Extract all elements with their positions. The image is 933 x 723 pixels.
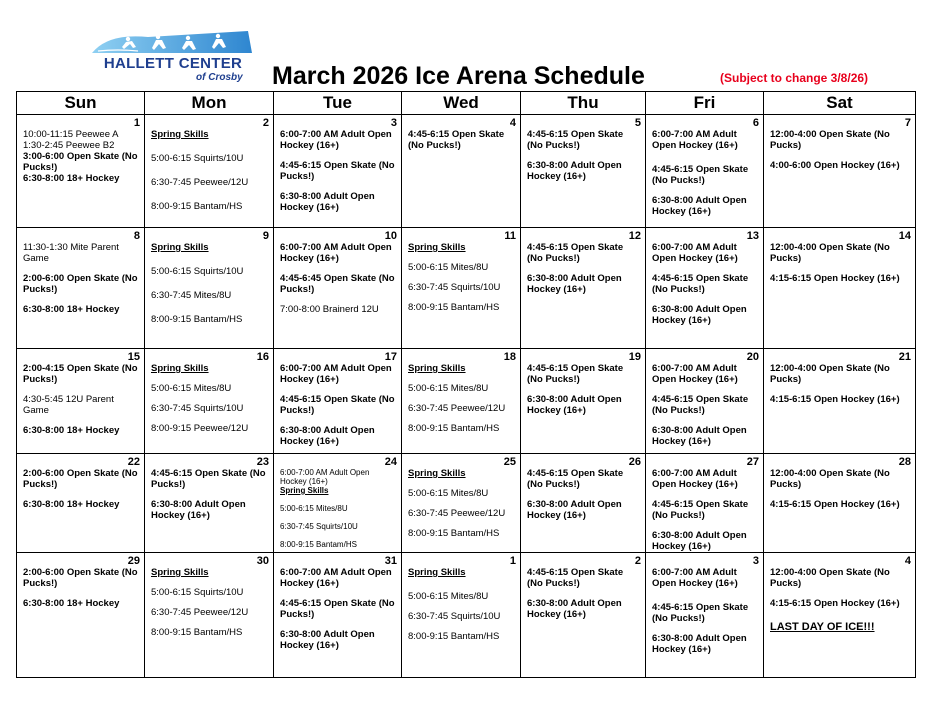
day-cell: [646, 454, 764, 553]
schedule-event: 4:45-6:15 Open Skate (No Pucks!): [527, 468, 624, 490]
day-cell: [17, 115, 145, 228]
day-cell: [402, 454, 521, 553]
day-number: 26: [628, 456, 641, 468]
schedule-event: 6:30-7:45 Squirts/10U: [280, 522, 358, 531]
day-cell: [145, 553, 274, 678]
schedule-event: 4:45-6:15 Open Skate (No Pucks!): [280, 598, 395, 620]
schedule-event: 6:30-7:45 Peewee/12U: [151, 607, 249, 618]
schedule-event: 3:00-6:00 Open Skate (No Pucks!): [23, 151, 138, 173]
day-number: 1: [133, 117, 140, 129]
schedule-event: 4:45-6:15 Open Skate (No Pucks!): [527, 363, 624, 385]
schedule-event: 5:00-6:15 Mites/8U: [151, 383, 232, 394]
weekday-header-mon: Mon: [145, 92, 274, 115]
calendar-table: [16, 91, 916, 678]
schedule-event: 4:15-6:15 Open Hockey (16+): [770, 394, 900, 405]
day-cell: [274, 349, 402, 454]
page-title: March 2026 Ice Arena Schedule: [272, 62, 645, 90]
schedule-event: 8:00-9:15 Peewee/12U: [151, 423, 249, 434]
day-cell: [145, 349, 274, 454]
day-number: 1: [509, 555, 516, 567]
day-cell: [402, 553, 521, 678]
schedule-event: 5:00-6:15 Mites/8U: [408, 262, 489, 273]
schedule-event: 6:30-7:45 Squirts/10U: [408, 611, 501, 622]
schedule-event: 4:45-6:15 Open Skate (No Pucks!): [652, 499, 749, 521]
schedule-event: 5:00-6:15 Squirts/10U: [151, 266, 244, 277]
day-number: 13: [746, 230, 759, 242]
day-cell: [17, 349, 145, 454]
schedule-event: 8:00-9:15 Bantam/HS: [151, 314, 243, 325]
day-number: 30: [256, 555, 269, 567]
schedule-event: 6:00-7:00 AM Adult Open Hockey (16+): [652, 242, 738, 264]
week-row: [17, 115, 916, 228]
day-number: 10: [384, 230, 397, 242]
schedule-event: 8:00-9:15 Bantam/HS: [408, 528, 500, 539]
schedule-event: 4:45-6:15 Open Skate (No Pucks!): [652, 273, 749, 295]
schedule-event: 6:30-8:00 18+ Hockey: [23, 304, 120, 315]
schedule-event: Spring Skills: [408, 468, 466, 479]
day-number: 17: [384, 351, 397, 363]
schedule-event: 6:30-8:00 Adult Open Hockey (16+): [280, 191, 375, 213]
schedule-event: 2:00-6:00 Open Skate (No Pucks!): [23, 273, 138, 295]
schedule-event: 4:45-6:15 Open Skate (No Pucks!): [280, 394, 395, 416]
schedule-event: 12:00-4:00 Open Skate (No Pucks): [770, 363, 890, 385]
day-number: 14: [898, 230, 911, 242]
schedule-event: 5:00-6:15 Mites/8U: [408, 591, 489, 602]
schedule-event: 6:30-8:00 Adult Open Hockey (16+): [652, 304, 747, 326]
schedule-event: 6:30-8:00 18+ Hockey: [23, 173, 120, 184]
day-cell: [646, 228, 764, 349]
schedule-event: 6:30-8:00 Adult Open Hockey (16+): [280, 425, 375, 447]
day-cell: [145, 228, 274, 349]
schedule-event: 4:45-6:15 Open Skate (No Pucks!): [527, 567, 624, 589]
day-cell: [17, 553, 145, 678]
logo-subtitle: of Crosby: [196, 72, 243, 83]
schedule-event: 6:30-8:00 Adult Open Hockey (16+): [527, 273, 622, 295]
weekday-header-wed: Wed: [402, 92, 521, 115]
schedule-event: 5:00-6:15 Mites/8U: [280, 504, 348, 513]
day-number: 29: [127, 555, 140, 567]
schedule-event: 4:15-6:15 Open Hockey (16+): [770, 273, 900, 284]
schedule-event: 6:00-7:00 AM Adult Open Hockey (16+): [280, 363, 392, 385]
day-number: 18: [503, 351, 516, 363]
day-cell: [521, 228, 646, 349]
day-number: 31: [384, 555, 397, 567]
day-number: 12: [628, 230, 641, 242]
schedule-event: 6:30-8:00 Adult Open Hockey (16+): [280, 629, 375, 651]
day-cell: [402, 115, 521, 228]
day-number: 25: [503, 456, 516, 468]
day-number: 19: [628, 351, 641, 363]
schedule-event: 5:00-6:15 Squirts/10U: [151, 153, 244, 164]
schedule-event: 4:15-6:15 Open Hockey (16+): [770, 598, 900, 609]
day-cell: [17, 228, 145, 349]
schedule-event: 6:30-7:45 Peewee/12U: [408, 508, 506, 519]
schedule-event: 6:30-7:45 Peewee/12U: [408, 403, 506, 414]
day-number: 6: [752, 117, 759, 129]
schedule-event: 6:30-7:45 Squirts/10U: [408, 282, 501, 293]
week-row: [17, 349, 916, 454]
day-cell: [274, 115, 402, 228]
schedule-event: 6:00-7:00 AM Adult Open Hockey (16+): [652, 468, 738, 490]
day-number: 9: [262, 230, 269, 242]
schedule-event: 1:30-2:45 Peewee B2: [23, 140, 115, 151]
schedule-event: 6:30-8:00 Adult Open Hockey (16+): [652, 530, 747, 552]
schedule-event: 8:00-9:15 Bantam/HS: [408, 631, 500, 642]
schedule-event: 8:00-9:15 Bantam/HS: [408, 302, 500, 313]
schedule-event: 4:45-6:15 Open Skate (No Pucks!): [652, 164, 749, 186]
schedule-event: Spring Skills: [408, 363, 466, 374]
schedule-event: Spring Skills: [151, 242, 209, 253]
schedule-event: 4:30-5:45 12U Parent Game: [23, 394, 114, 416]
schedule-event: 4:45-6:45 Open Skate (No Pucks!): [280, 273, 395, 295]
schedule-event: 5:00-6:15 Mites/8U: [408, 383, 489, 394]
schedule-event: 6:00-7:00 AM Adult Open Hockey (16+): [280, 129, 392, 151]
day-cell: [646, 115, 764, 228]
schedule-event: 8:00-9:15 Bantam/HS: [408, 423, 500, 434]
schedule-event: Spring Skills: [408, 567, 466, 578]
week-row: [17, 553, 916, 678]
schedule-event: Spring Skills: [151, 567, 209, 578]
schedule-event: 2:00-6:00 Open Skate (No Pucks!): [23, 468, 138, 490]
day-cell: [521, 115, 646, 228]
schedule-event: 11:30-1:30 Mite Parent Game: [23, 242, 119, 264]
day-number: 3: [752, 555, 759, 567]
weekday-header-thu: Thu: [521, 92, 646, 115]
schedule-event: 4:45-6:15 Open Skate (No Pucks!): [151, 468, 266, 490]
week-row: [17, 228, 916, 349]
day-cell: [764, 454, 916, 553]
day-number: 4: [509, 117, 516, 129]
schedule-event: 7:00-8:00 Brainerd 12U: [280, 304, 379, 315]
subject-to-change-note: (Subject to change 3/8/26): [720, 71, 869, 85]
day-cell: [521, 454, 646, 553]
schedule-event: 4:15-6:15 Open Hockey (16+): [770, 499, 900, 510]
day-number: 16: [256, 351, 269, 363]
schedule-event: 2:00-4:15 Open Skate (No Pucks!): [23, 363, 138, 385]
day-cell: [646, 349, 764, 454]
schedule-event: 10:00-11:15 Peewee A: [23, 129, 119, 140]
day-cell: [145, 115, 274, 228]
day-number: 7: [904, 117, 911, 129]
day-number: 4: [904, 555, 911, 567]
day-number: 5: [634, 117, 641, 129]
day-number: 20: [746, 351, 759, 363]
schedule-event: 4:45-6:15 Open Skate (No Pucks!): [652, 394, 749, 416]
logo-name: HALLETT CENTER: [103, 55, 243, 72]
schedule-event: Spring Skills: [280, 486, 329, 495]
schedule-event: Spring Skills: [151, 363, 209, 374]
week-row: [17, 454, 916, 553]
schedule-event: 6:30-8:00 Adult Open Hockey (16+): [527, 598, 622, 620]
schedule-event: 4:45-6:15 Open Skate (No Pucks!): [280, 160, 395, 182]
schedule-event: 12:00-4:00 Open Skate (No Pucks): [770, 242, 890, 264]
schedule-event: 6:00-7:00 AM Adult Open Hockey (16+): [280, 242, 392, 264]
schedule-event: 4:00-6:00 Open Hockey (16+): [770, 160, 900, 171]
schedule-event: 6:00-7:00 AM Adult Open Hockey (16+): [652, 363, 738, 385]
schedule-event: 6:00-7:00 AM Adult Open Hockey (16+): [652, 567, 738, 589]
schedule-event: 8:00-9:15 Bantam/HS: [151, 627, 243, 638]
day-cell: [402, 228, 521, 349]
schedule-event: 6:30-8:00 Adult Open Hockey (16+): [527, 160, 622, 182]
day-number: 21: [898, 351, 911, 363]
schedule-event: 5:00-6:15 Squirts/10U: [151, 587, 244, 598]
schedule-event: 6:30-8:00 18+ Hockey: [23, 499, 120, 510]
logo-athletes-icon: [88, 29, 258, 57]
weekday-header-fri: Fri: [646, 92, 764, 115]
day-number: 15: [127, 351, 140, 363]
weekday-header-sat: Sat: [764, 92, 916, 115]
schedule-event: 6:00-7:00 AM Adult Open Hockey (16+): [280, 567, 392, 589]
day-number: 22: [127, 456, 140, 468]
day-number: 2: [262, 117, 269, 129]
schedule-event: 5:00-6:15 Mites/8U: [408, 488, 489, 499]
schedule-event: 12:00-4:00 Open Skate (No Pucks): [770, 468, 890, 490]
day-cell: [521, 349, 646, 454]
schedule-event: 6:30-8:00 Adult Open Hockey (16+): [151, 499, 246, 521]
day-number: 2: [634, 555, 641, 567]
day-cell: [274, 228, 402, 349]
hallett-center-logo: [88, 29, 258, 85]
day-number: 8: [133, 230, 140, 242]
weekday-header-sun: Sun: [17, 92, 145, 115]
day-cell: [764, 115, 916, 228]
schedule-event: 4:45-6:15 Open Skate (No Pucks!): [652, 602, 749, 624]
schedule-event: 6:30-8:00 Adult Open Hockey (16+): [652, 195, 747, 217]
day-cell: [764, 228, 916, 349]
day-number: 28: [898, 456, 911, 468]
day-number: 11: [504, 230, 516, 242]
schedule-event: Spring Skills: [408, 242, 466, 253]
weekday-header-tue: Tue: [274, 92, 402, 115]
day-cell: [17, 454, 145, 553]
schedule-event: 6:30-7:45 Peewee/12U: [151, 177, 249, 188]
day-cell: [764, 349, 916, 454]
schedule-event: 6:30-7:45 Squirts/10U: [151, 403, 244, 414]
day-cell: [145, 454, 274, 553]
day-number: 3: [390, 117, 397, 129]
schedule-event: LAST DAY OF ICE!!!: [770, 621, 875, 633]
schedule-event: 6:30-8:00 18+ Hockey: [23, 425, 120, 436]
schedule-event: 4:45-6:15 Open Skate (No Pucks!): [527, 129, 624, 151]
schedule-event: 6:00-7:00 AM Adult Open Hockey (16+): [280, 468, 370, 486]
day-cell: [646, 553, 764, 678]
weekday-header-row: [17, 92, 916, 115]
day-cell: [521, 553, 646, 678]
schedule-event: 6:30-8:00 Adult Open Hockey (16+): [527, 499, 622, 521]
schedule-event: 2:00-6:00 Open Skate (No Pucks!): [23, 567, 138, 589]
schedule-event: 6:30-8:00 Adult Open Hockey (16+): [527, 394, 622, 416]
schedule-event: 6:30-8:00 18+ Hockey: [23, 598, 120, 609]
day-number: 24: [384, 456, 397, 468]
day-cell: [764, 553, 916, 678]
day-number: 23: [256, 456, 269, 468]
schedule-event: 8:00-9:15 Bantam/HS: [280, 540, 357, 549]
schedule-event: Spring Skills: [151, 129, 209, 140]
schedule-event: 6:00-7:00 AM Adult Open Hockey (16+): [652, 129, 738, 151]
schedule-event: 12:00-4:00 Open Skate (No Pucks): [770, 129, 890, 151]
day-number: 27: [746, 456, 759, 468]
schedule-event: 4:45-6:15 Open Skate (No Pucks!): [408, 129, 505, 151]
day-cell: [274, 553, 402, 678]
schedule-event: 8:00-9:15 Bantam/HS: [151, 201, 243, 212]
day-cell: [402, 349, 521, 454]
day-cell: [274, 454, 402, 553]
schedule-event: 6:30-8:00 Adult Open Hockey (16+): [652, 425, 747, 447]
schedule-event: 6:30-7:45 Mites/8U: [151, 290, 232, 301]
schedule-event: 6:30-8:00 Adult Open Hockey (16+): [652, 633, 747, 655]
schedule-event: 12:00-4:00 Open Skate (No Pucks): [770, 567, 890, 589]
schedule-event: 4:45-6:15 Open Skate (No Pucks!): [527, 242, 624, 264]
